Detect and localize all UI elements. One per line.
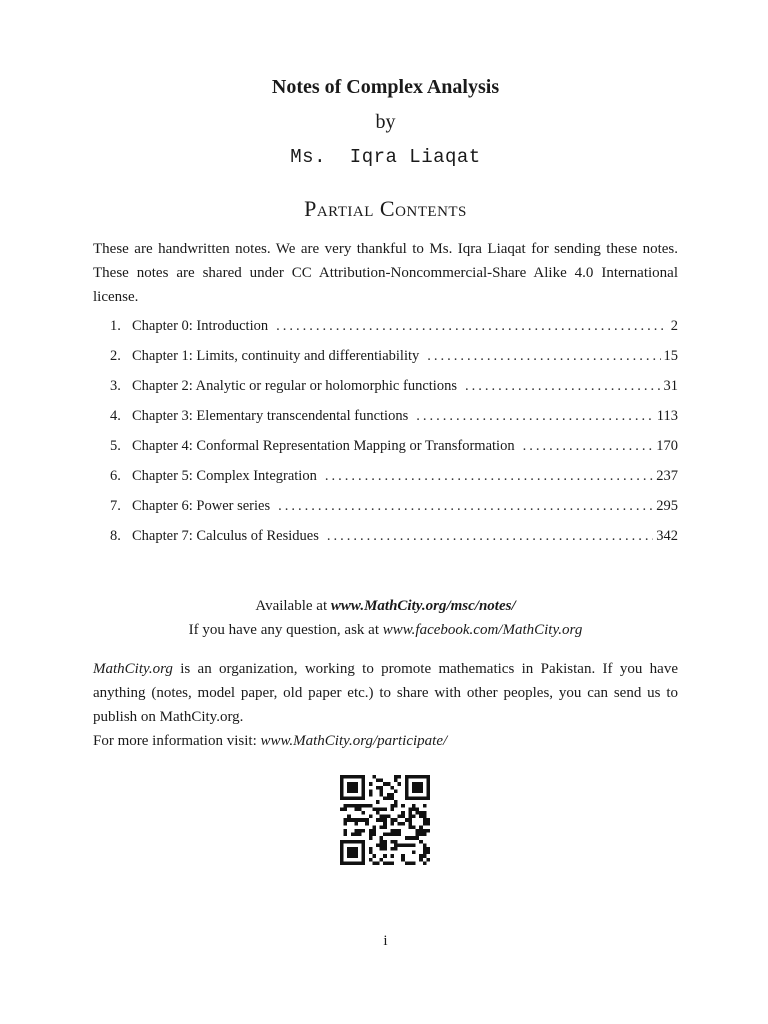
toc-item[interactable] — [110, 528, 678, 558]
toc-leader-dots — [416, 408, 654, 425]
toc-leader-dots — [523, 438, 654, 455]
by-line: by — [375, 111, 396, 133]
toc-leader-dots — [276, 318, 668, 335]
toc-page: 295 — [656, 498, 678, 514]
toc-item[interactable] — [110, 438, 678, 468]
availability-line — [93, 598, 678, 615]
toc-number: 6. — [110, 468, 121, 484]
toc-number: 1. — [110, 318, 121, 334]
toc-leader-dots — [465, 378, 661, 395]
toc-number: 5. — [110, 438, 121, 454]
toc-page: 170 — [656, 438, 678, 454]
toc-item[interactable] — [110, 348, 678, 378]
toc-page: 113 — [656, 408, 678, 424]
toc-item[interactable] — [110, 468, 678, 498]
toc-number: 3. — [110, 378, 121, 394]
toc-page: 31 — [663, 378, 678, 394]
available-link[interactable]: www.MathCity.org/msc/notes/ — [330, 598, 516, 614]
toc-label: Chapter 1: Limits, continuity and differentiability — [132, 348, 420, 364]
toc-label: Chapter 7: Calculus of Residues — [132, 528, 319, 544]
toc-item[interactable] — [110, 498, 678, 528]
toc-leader-dots — [327, 528, 653, 545]
available-prefix: Available at — [255, 598, 331, 614]
page-number: i — [383, 933, 388, 949]
toc-number: 4. — [110, 408, 121, 424]
toc-page: 15 — [663, 348, 678, 364]
outro-paragraph — [93, 657, 678, 753]
toc-leader-dots — [427, 348, 660, 365]
toc-leader-dots — [278, 498, 653, 515]
qr-code-icon — [338, 775, 432, 865]
toc-label: Chapter 2: Analytic or regular or holomorphic functions — [132, 378, 457, 394]
toc-item[interactable] — [110, 408, 678, 438]
toc-number: 8. — [110, 528, 121, 544]
question-line — [93, 622, 678, 639]
outro-text: is an organization, working to promote mathematics in Pakistan. If you have anything (notes, model paper, old paper etc.) to share with other peoples, you can send us to publish on MathCity.org. — [93, 661, 678, 725]
toc-label: Chapter 3: Elementary transcendental functions — [132, 408, 409, 424]
toc-label: Chapter 4: Conformal Representation Mapping or Transformation — [132, 438, 515, 454]
toc-page: 2 — [670, 318, 678, 334]
toc-leader-dots — [325, 468, 653, 485]
section-title: Partial Contents — [304, 196, 467, 221]
facebook-link[interactable]: www.facebook.com/MathCity.org — [382, 622, 583, 638]
author-name: Ms. Iqra Liaqat — [290, 146, 481, 168]
intro-paragraph: These are handwritten notes. We are very thankful to Ms. Iqra Liaqat for sending these notes. These notes are shared under CC Attribution-Noncommercial-Share Alike 4.0 International license. — [93, 241, 678, 305]
toc-item[interactable] — [110, 318, 678, 348]
toc-label: Chapter 6: Power series — [132, 498, 271, 514]
document-page — [93, 0, 678, 1024]
info-prefix: For more information visit: — [93, 733, 261, 749]
table-of-contents — [110, 318, 678, 558]
toc-number: 2. — [110, 348, 121, 364]
document-title: Notes of Complex Analysis — [271, 76, 500, 98]
participate-link[interactable]: www.MathCity.org/participate/ — [260, 733, 448, 749]
toc-number: 7. — [110, 498, 121, 514]
toc-page: 237 — [656, 468, 678, 484]
toc-item[interactable] — [110, 378, 678, 408]
toc-label: Chapter 5: Complex Integration — [132, 468, 317, 484]
question-prefix: If you have any question, ask at — [188, 622, 383, 638]
toc-label: Chapter 0: Introduction — [132, 318, 269, 334]
toc-page: 342 — [656, 528, 678, 544]
org-name[interactable]: MathCity.org — [93, 661, 173, 677]
